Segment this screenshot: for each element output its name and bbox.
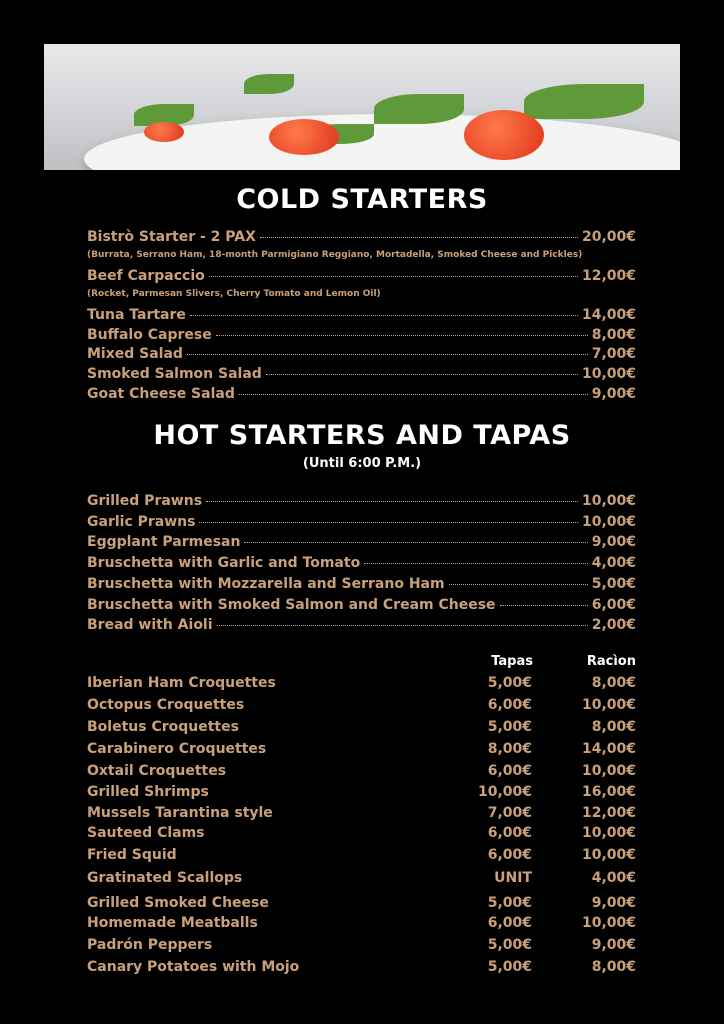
item-price: 5,00€ (591, 575, 636, 592)
item-name: Canary Potatoes with Mojo (87, 959, 300, 975)
item-price: 10,00€ (581, 366, 636, 382)
item-price: 20,00€ (581, 229, 636, 245)
racion-price: 10,00€ (581, 915, 636, 931)
menu-item (87, 555, 636, 571)
dot-leader (216, 335, 588, 336)
item-name: Bruschetta with Smoked Salmon and Cream Cheese (87, 596, 496, 613)
item-name: Iberian Ham Croquettes (87, 675, 276, 691)
item-price: 9,00€ (591, 386, 636, 402)
item-description: (Rocket, Parmesan Slivers, Cherry Tomato and Lemon Oil) (87, 289, 381, 299)
item-name: Octopus Croquettes (87, 697, 245, 713)
item-name: Boletus Croquettes (87, 719, 239, 735)
tapas-price: 5,00€ (487, 719, 532, 735)
racion-price: 10,00€ (581, 763, 636, 779)
item-price: 7,00€ (591, 346, 636, 362)
tapas-price: 6,00€ (487, 763, 532, 779)
tapas-price: 6,00€ (487, 915, 532, 931)
menu-item (87, 597, 636, 613)
item-name: Eggplant Parmesan (87, 534, 241, 551)
dot-leader (500, 605, 588, 606)
tapas-price: 5,00€ (487, 895, 532, 911)
item-price: 10,00€ (581, 493, 636, 509)
item-price: 9,00€ (591, 534, 636, 551)
item-price: 10,00€ (581, 513, 636, 530)
item-price: 4,00€ (591, 555, 636, 572)
menu-item (87, 534, 636, 550)
item-description: (Burrata, Serrano Ham, 18-month Parmigiano Reggiano, Mortadella, Smoked Cheese and Pickles) (87, 250, 583, 260)
tapas-column-header: Tapas (491, 654, 533, 669)
racion-price: 4,00€ (591, 870, 636, 886)
cold-starters-title: COLD STARTERS (236, 184, 488, 215)
racion-price: 9,00€ (591, 937, 636, 953)
item-name: Goat Cheese Salad (87, 386, 235, 402)
item-name: Bread with Aioli (87, 617, 213, 634)
tapas-price: 5,00€ (487, 937, 532, 953)
item-name: Fried Squid (87, 847, 177, 863)
menu-item (87, 327, 636, 343)
menu-item (87, 514, 636, 530)
dot-leader (209, 276, 578, 277)
hot-starters-title: HOT STARTERS AND TAPAS (153, 420, 571, 451)
item-price: 12,00€ (581, 268, 636, 284)
tapas-price: 10,00€ (477, 784, 532, 800)
dot-leader (217, 625, 588, 626)
item-name: Homemade Meatballs (87, 915, 258, 931)
item-name: Mixed Salad (87, 346, 183, 362)
item-name: Bruschetta with Garlic and Tomato (87, 555, 361, 572)
dot-leader (244, 542, 587, 543)
item-name: Mussels Tarantina style (87, 805, 273, 821)
racion-price: 9,00€ (591, 895, 636, 911)
item-name: Bruschetta with Mozzarella and Serrano Ham (87, 575, 445, 592)
hot-starters-subtitle: (Until 6:00 P.M.) (302, 456, 422, 471)
racion-price: 8,00€ (591, 959, 636, 975)
menu-item (87, 366, 636, 382)
menu-item (87, 307, 636, 323)
menu-item (87, 229, 636, 245)
racion-price: 8,00€ (591, 675, 636, 691)
tapas-price: 7,00€ (487, 805, 532, 821)
item-name: Bistrò Starter - 2 PAX (87, 229, 256, 245)
item-name: Grilled Smoked Cheese (87, 895, 269, 911)
item-price: 8,00€ (591, 327, 636, 343)
tapas-price: 5,00€ (487, 959, 532, 975)
racion-price: 10,00€ (581, 847, 636, 863)
item-price: 14,00€ (581, 307, 636, 323)
item-price: 2,00€ (591, 617, 636, 634)
racion-price: 8,00€ (591, 719, 636, 735)
item-name: Carabinero Croquettes (87, 741, 267, 757)
menu-item (87, 268, 636, 284)
menu-item (87, 386, 636, 402)
item-name: Buffalo Caprese (87, 327, 212, 343)
racion-price: 12,00€ (581, 805, 636, 821)
item-name: Gratinated Scallops (87, 870, 243, 886)
item-name: Oxtail Croquettes (87, 763, 227, 779)
dot-leader (206, 501, 578, 502)
tapas-price: UNIT (494, 870, 532, 886)
racion-column-header: Racìon (586, 654, 636, 669)
tapas-price: 6,00€ (487, 825, 532, 841)
item-name: Garlic Prawns (87, 513, 196, 530)
racion-price: 10,00€ (581, 825, 636, 841)
dot-leader (364, 563, 588, 564)
item-name: Padrón Peppers (87, 937, 213, 953)
dot-leader (449, 584, 588, 585)
tapas-price: 6,00€ (487, 847, 532, 863)
salad-photo (44, 44, 680, 170)
dot-leader (190, 315, 578, 316)
item-name: Tuna Tartare (87, 307, 186, 323)
tapas-price: 8,00€ (487, 741, 532, 757)
item-name: Grilled Shrimps (87, 784, 209, 800)
menu-item (87, 576, 636, 592)
menu-item (87, 493, 636, 509)
racion-price: 16,00€ (581, 784, 636, 800)
dot-leader (266, 374, 578, 375)
item-name: Smoked Salmon Salad (87, 366, 262, 382)
item-price: 6,00€ (591, 596, 636, 613)
racion-price: 14,00€ (581, 741, 636, 757)
tapas-price: 5,00€ (487, 675, 532, 691)
dot-leader (187, 354, 588, 355)
racion-price: 10,00€ (581, 697, 636, 713)
menu-item (87, 617, 636, 633)
item-name: Sauteed Clams (87, 825, 205, 841)
item-name: Beef Carpaccio (87, 268, 205, 284)
dot-leader (199, 522, 578, 523)
dot-leader (260, 237, 578, 238)
dot-leader (239, 394, 588, 395)
menu-item (87, 346, 636, 362)
item-name: Grilled Prawns (87, 493, 203, 509)
tapas-price: 6,00€ (487, 697, 532, 713)
